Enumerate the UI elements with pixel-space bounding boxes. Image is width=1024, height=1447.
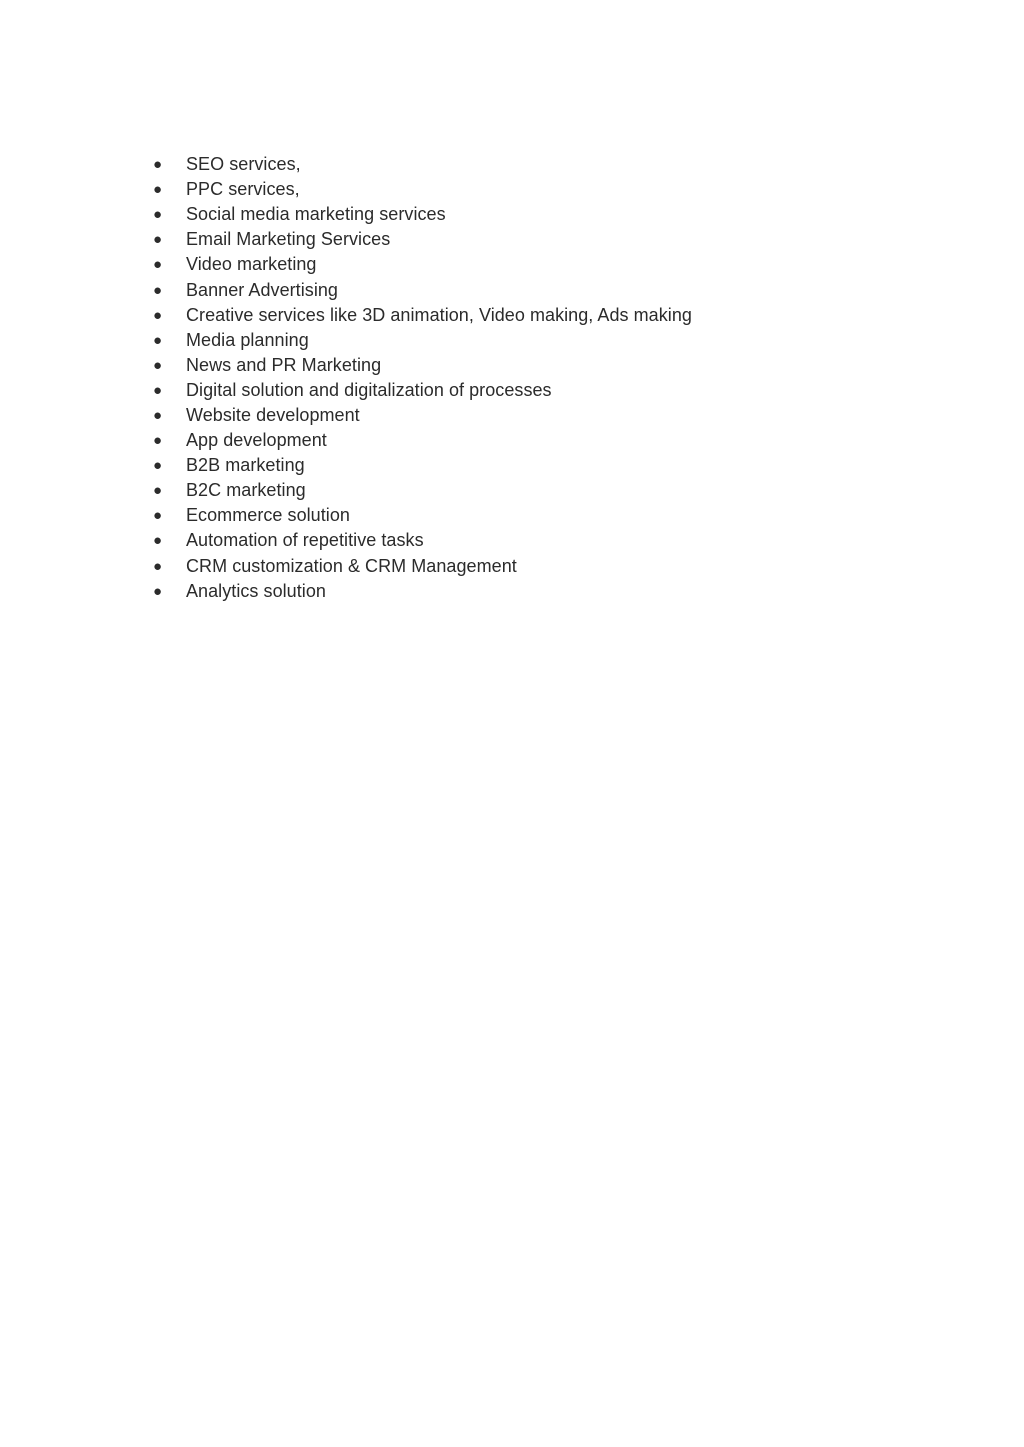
- list-item: [153, 202, 692, 227]
- bullet-icon: ●: [153, 256, 163, 274]
- list-item: [153, 277, 692, 302]
- list-item: [153, 252, 692, 277]
- bullet-icon: ●: [153, 281, 163, 299]
- bullet-icon: ●: [153, 482, 163, 500]
- list-item-text: Creative services like 3D animation, Video making, Ads making: [186, 304, 692, 325]
- bullet-icon: ●: [153, 231, 163, 249]
- list-item-text: Analytics solution: [186, 580, 326, 601]
- list-item-text: SEO services,: [186, 154, 301, 175]
- bullet-icon: ●: [153, 532, 163, 550]
- bullet-icon: ●: [153, 557, 163, 575]
- list-item-text: B2B marketing: [186, 455, 305, 476]
- list-item-text: Social media marketing services: [186, 204, 446, 225]
- bullet-icon: ●: [153, 381, 163, 399]
- list-item-text: CRM customization & CRM Management: [186, 555, 517, 576]
- list-item: [153, 579, 692, 604]
- list-item: [153, 328, 692, 353]
- bullet-icon: ●: [153, 582, 163, 600]
- list-item-text: Video marketing: [186, 254, 317, 275]
- list-item-text: Email Marketing Services: [186, 229, 391, 250]
- list-item: [153, 403, 692, 428]
- list-item: [153, 554, 692, 579]
- bullet-icon: ●: [153, 507, 163, 525]
- list-item-text: PPC services,: [186, 179, 300, 200]
- bullet-icon: ●: [153, 356, 163, 374]
- bullet-icon: ●: [153, 306, 163, 324]
- list-item: [153, 152, 692, 177]
- list-item-text: Banner Advertising: [186, 279, 338, 300]
- list-item: [153, 503, 692, 528]
- services-bullet-list: [153, 152, 692, 604]
- bullet-icon: ●: [153, 432, 163, 450]
- list-item-text: App development: [186, 430, 327, 451]
- list-item: [153, 303, 692, 328]
- list-item: [153, 478, 692, 503]
- list-item: [153, 177, 692, 202]
- list-item-text: News and PR Marketing: [186, 354, 382, 375]
- list-item: [153, 528, 692, 553]
- list-item-text: Automation of repetitive tasks: [186, 530, 424, 551]
- list-item: [153, 227, 692, 252]
- bullet-icon: ●: [153, 156, 163, 174]
- list-item-text: Digital solution and digitalization of processes: [186, 379, 552, 400]
- bullet-icon: ●: [153, 181, 163, 199]
- bullet-icon: ●: [153, 457, 163, 475]
- list-item: [153, 378, 692, 403]
- list-item-text: Media planning: [186, 329, 309, 350]
- bullet-icon: ●: [153, 331, 163, 349]
- list-item-text: Website development: [186, 404, 360, 425]
- bullet-icon: ●: [153, 206, 163, 224]
- bullet-icon: ●: [153, 406, 163, 424]
- list-item-text: Ecommerce solution: [186, 505, 350, 526]
- list-item: [153, 428, 692, 453]
- list-item-text: B2C marketing: [186, 480, 306, 501]
- list-item: [153, 353, 692, 378]
- list-item: [153, 453, 692, 478]
